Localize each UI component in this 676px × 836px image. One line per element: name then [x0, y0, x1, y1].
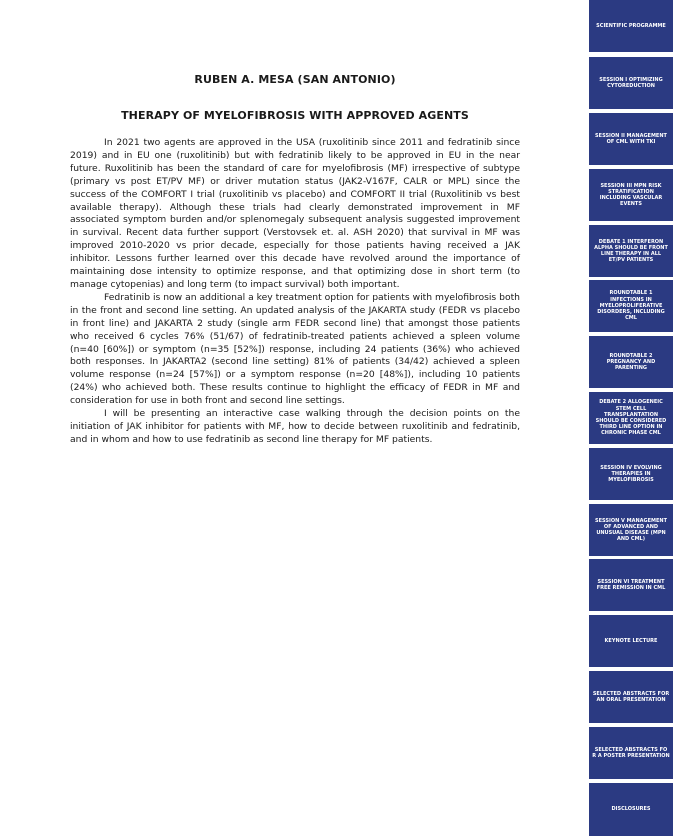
- nav-session-1[interactable]: SESSION I OPTIMIZING CYTOREDUCTION: [589, 57, 673, 109]
- nav-debate-2[interactable]: DEBATE 2 ALLOGENEIC STEM CELL TRANSPLANTATION SHOULD BE CONSIDERED THIRD LINE OPTION IN CHRONIC PHASE CML: [589, 392, 673, 444]
- nav-session-6[interactable]: SESSION VI TREATMENT FREE REMISSION IN CML: [589, 559, 673, 611]
- nav-poster-abstracts[interactable]: SELECTED ABSTRACTS FO R A POSTER PRESENTATION: [589, 727, 673, 779]
- paragraph-1: In 2021 two agents are approved in the USA (ruxolitinib since 2011 and fedratinib since 2019) and in EU one (ruxolitinib) but with fedratinib likely to be approved in EU in the near future. Ruxolitinib has been the standard of care for myelofibrosis (MF) irrespective of subtype (primary vs post ET/PV MF) or driver mutation status (JAK2-V167F, CALR or MPL) since the success of the COMFORT I trial (ruxolitinib vs placebo) and COMFORT II trial (Ruxolitinib vs best available therapy). Although these trials had clearly demonstrated improvement in MF associated symptom burden and/or splenomegaly subsequent analysis suggested improvement in survival. Recent data further support (Verstovsek et. al. ASH 2020) that survival in MF was improved 2010-2020 vs prior decade, especially for those patients having received a JAK inhibitor. Lessons further learned over this decade have revolved around the importance of maintaining dose intensity to optimize response, and that optimizing dose in short term (to manage cytopenias) and long term (to impact survival) both important.: [70, 137, 520, 290]
- nav-scientific-programme[interactable]: SCIENTIFIC PROGRAMME: [589, 0, 673, 52]
- nav-session-4[interactable]: SESSION IV EVOLVING THERAPIES IN MYELOFIBROSIS: [589, 448, 673, 500]
- nav-roundtable-1[interactable]: ROUNDTABLE 1 INFECTIONS IN MYELOPROLIFERATIVE DISORDERS, INCLUDING CML: [589, 280, 673, 332]
- paragraph-2: Fedratinib is now an additional a key treatment option for patients with myelofibrosis both in the front and second line setting. An updated analysis of the JAKARTA study (FEDR vs placebo in front line) and JAKARTA 2 study (single arm FEDR second line) that amongst those patients who received 6 cycles 76% (51/67) of fedratinib-treated patients achieved a spleen volume (n=40 [60%]) or symptom (n=35 [52%]) response, including 24 patients (36%) who achieved both responses. In JAKARTA2 (second line setting) 81% of patients (34/42) achieved a spleen volume response (n=24 [57%]) or a symptom response (n=20 [48%]), including 10 patients (24%) who achieved both. These results continue to highlight the efficacy of FEDR in MF and consideration for use in both front and second line settings.: [70, 291, 520, 407]
- nav-session-5[interactable]: SESSION V MANAGEMENT OF ADVANCED AND UNUSUAL DISEASE (MPN AND CML): [589, 504, 673, 556]
- author-heading: RUBEN A. MESA (SAN ANTONIO): [194, 73, 396, 86]
- nav-oral-abstracts[interactable]: SELECTED ABSTRACTS FOR AN ORAL PRESENTATION: [589, 671, 673, 723]
- talk-title: THERAPY OF MYELOFIBROSIS WITH APPROVED AGENTS: [121, 109, 469, 122]
- nav-debate-1[interactable]: DEBATE 1 INTERFERON ALPHA SHOULD BE FRONT LINE THERAPY IN ALL ET/PV PATIENTS: [589, 225, 673, 277]
- document-body: [70, 70, 520, 447]
- paragraph-3: I will be presenting an interactive case walking through the decision points on the initiation of JAK inhibitor for patients with MF, how to decide between ruxolitinib and fedratinib, and in whom and how to use fedratinib as second line therapy for MF patients.: [70, 408, 520, 445]
- nav-session-2[interactable]: SESSION II MANAGEMENT OF CML WITH TKI: [589, 113, 673, 165]
- nav-session-3[interactable]: SESSION III MPN RISK STRATIFICATION INCLUDING VASCULAR EVENTS: [589, 169, 673, 221]
- nav-roundtable-2[interactable]: ROUNDTABLE 2 PREGNANCY AND PARENTING: [589, 336, 673, 388]
- sidebar-nav: [589, 0, 676, 836]
- nav-disclosures[interactable]: DISCLOSURES: [589, 783, 673, 836]
- nav-keynote-lecture[interactable]: KEYNOTE LECTURE: [589, 615, 673, 667]
